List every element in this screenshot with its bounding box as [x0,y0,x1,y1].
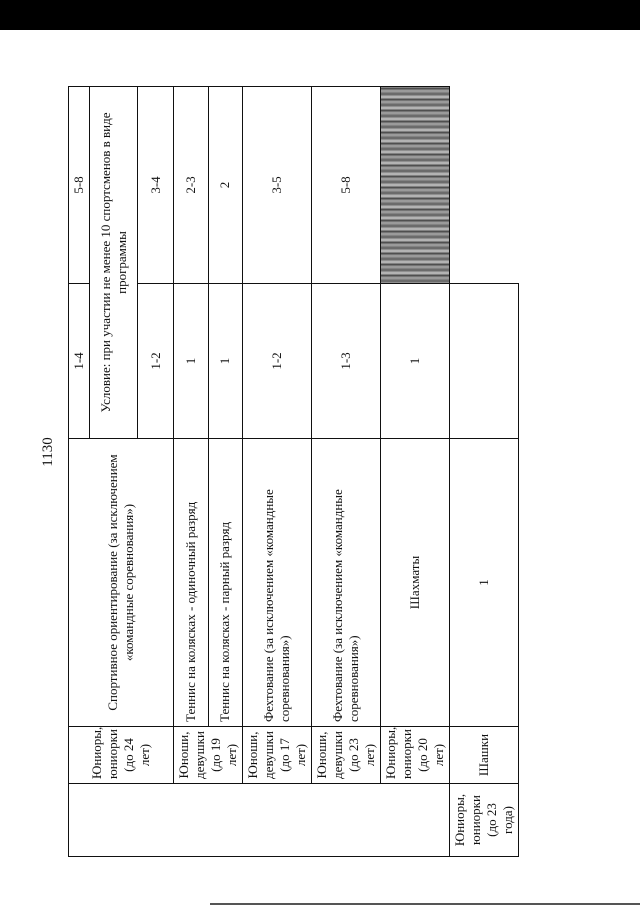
empty-first-column [69,784,450,857]
group-cell: Юниоры, юниорки (до 23 года) [450,784,519,857]
table-row [312,87,381,857]
header-cell: 5-8 [69,87,90,284]
empty-cell [450,284,519,439]
discipline-cell: Шахматы [381,439,450,727]
group-cell: Юноши, девушки (до 19 лет) [174,727,243,784]
place-cell: 1 [174,284,209,439]
discipline-cell: Теннис на колясках - парный разряд [208,439,243,727]
scan-top-border [0,0,640,30]
rotated-table-container [68,87,515,857]
ranking-table [68,86,519,857]
place-cell: 3-5 [243,87,312,284]
table-row [174,87,209,857]
table-row [243,87,312,857]
group-cell: Юниоры, юниорки (до 24 лет) [69,727,174,784]
group-cell: Юниоры, юниорки (до 20 лет) [381,727,450,784]
table-row [450,87,519,857]
condition-cell: Условие: при участии не менее 10 спортсменов в виде программы [90,87,138,439]
discipline-cell: Шашки [450,727,519,784]
place-cell: 1-2 [138,284,174,439]
place-cell: 1-2 [243,284,312,439]
shaded-empty-cell [381,87,450,284]
table-row [381,87,450,857]
group-cell: Юноши, девушки (до 23 лет) [312,727,381,784]
place-cell: 1 [208,284,243,439]
discipline-cell: Теннис на колясках - одиночный разряд [174,439,209,727]
place-cell: 2-3 [174,87,209,284]
discipline-cell: Спортивное ориентирование (за исключением «командные соревнования») [69,439,174,727]
page-number: 1130 [40,437,56,467]
discipline-cell: Фехтование (за исключением «командные соревнования») [312,439,381,727]
place-cell: 5-8 [312,87,381,284]
table-rotation-frame [68,87,515,857]
place-cell: 1 [450,439,519,727]
place-cell: 2 [208,87,243,284]
place-cell: 1-3 [312,284,381,439]
header-cell: 1-4 [69,284,90,439]
group-cell: Юноши, девушки (до 17 лет) [243,727,312,784]
table-row [69,87,90,857]
place-cell: 3-4 [138,87,174,284]
place-cell: 1 [381,284,450,439]
discipline-cell: Фехтование (за исключением «командные соревнования») [243,439,312,727]
